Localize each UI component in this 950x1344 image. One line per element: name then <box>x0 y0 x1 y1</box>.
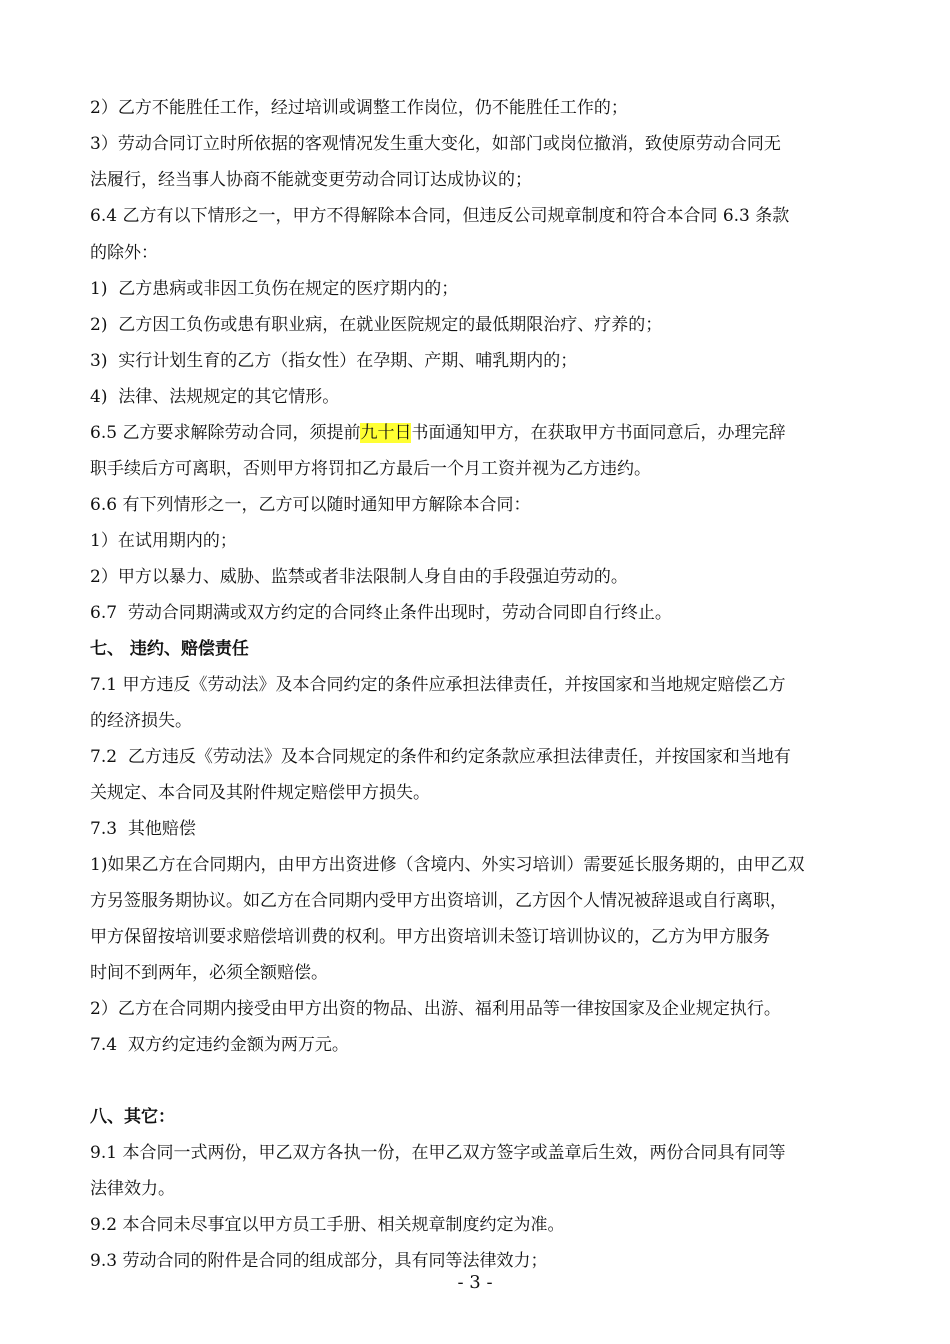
clause-9-1: 9.1 本合同一式两份，甲乙双方各执一份，在甲乙双方签字或盖章后生效，两份合同具有同等 <box>90 1143 786 1163</box>
clause-7-1: 7.1 甲方违反《劳动法》及本合同约定的条件应承担法律责任，并按国家和当地规定赔偿乙方 <box>90 675 786 695</box>
text-line: 法履行，经当事人协商不能就变更劳动合同订达成协议的； <box>90 170 532 190</box>
text-line: 的经济损失。 <box>90 711 192 731</box>
page-number: - 3 - <box>457 1272 493 1293</box>
list-item: 3) 实行计划生育的乙方（指女性）在孕期、产期、哺乳期内的； <box>90 351 578 371</box>
text-line: 2）乙方在合同期内接受由甲方出资的物品、出游、福利用品等一律按国家及企业规定执行。 <box>90 999 781 1019</box>
clause-7-4: 7.4 双方约定违约金额为两万元。 <box>90 1035 349 1055</box>
clause-6-7: 6.7 劳动合同期满或双方约定的合同终止条件出现时，劳动合同即自行终止。 <box>90 603 672 623</box>
text-line: 甲方保留按培训要求赔偿培训费的权利。甲方出资培训未签订培训协议的，乙方为甲方服务 <box>90 927 770 947</box>
section-heading-7: 七、 违约、赔偿责任 <box>90 639 249 659</box>
clause-6-5-after: 书面通知甲方，在获取甲方书面同意后，办理完辞 <box>411 423 786 443</box>
list-item: 1）在试用期内的； <box>90 531 237 551</box>
clause-6-4: 6.4 乙方有以下情形之一，甲方不得解除本合同，但违反公司规章制度和符合本合同 6.3 条款 <box>90 206 790 226</box>
text-line: 法律效力。 <box>90 1179 175 1199</box>
text-line: 3）劳动合同订立时所依据的客观情况发生重大变化，如部门或岗位撤消，致使原劳动合同无 <box>90 134 781 154</box>
text-line: 1)如果乙方在合同期内，由甲方出资进修（含境内、外实习培训）需要延长服务期的，由甲乙双 <box>90 855 805 875</box>
list-item: 1) 乙方患病或非因工负伤在规定的医疗期内的； <box>90 279 459 299</box>
clause-6-5-before: 6.5 乙方要求解除劳动合同，须提前 <box>90 423 361 443</box>
clause-6-6: 6.6 有下列情形之一，乙方可以随时通知甲方解除本合同： <box>90 495 531 515</box>
clause-6-5 <box>90 422 785 444</box>
clause-9-2: 9.2 本合同未尽事宜以甲方员工手册、相关规章制度约定为准。 <box>90 1215 565 1235</box>
text-line: 关规定、本合同及其附件规定赔偿甲方损失。 <box>90 783 430 803</box>
list-item: 2）甲方以暴力、威胁、监禁或者非法限制人身自由的手段强迫劳动的。 <box>90 567 628 587</box>
text-line: 方另签服务期协议。如乙方在合同期内受甲方出资培训，乙方因个人情况被辞退或自行离职， <box>90 891 787 911</box>
text-line: 职手续后方可离职，否则甲方将罚扣乙方最后一个月工资并视为乙方违约。 <box>90 459 651 479</box>
text-line: 的除外： <box>90 243 158 263</box>
section-heading-8: 八、其它： <box>90 1107 175 1127</box>
text-line: 2）乙方不能胜任工作，经过培训或调整工作岗位，仍不能胜任工作的； <box>90 98 628 118</box>
list-item: 4) 法律、法规规定的其它情形。 <box>90 387 340 407</box>
list-item: 2) 乙方因工负伤或患有职业病，在就业医院规定的最低期限治疗、疗养的； <box>90 315 663 335</box>
text-line: 时间不到两年，必须全额赔偿。 <box>90 963 328 983</box>
clause-7-2: 7.2 乙方违反《劳动法》及本合同规定的条件和约定条款应承担法律责任，并按国家和当地有 <box>90 747 791 767</box>
highlighted-term: 九十日 <box>360 423 412 443</box>
clause-9-3: 9.3 劳动合同的附件是合同的组成部分，具有同等法律效力； <box>90 1251 548 1271</box>
clause-7-3: 7.3 其他赔偿 <box>90 819 196 839</box>
